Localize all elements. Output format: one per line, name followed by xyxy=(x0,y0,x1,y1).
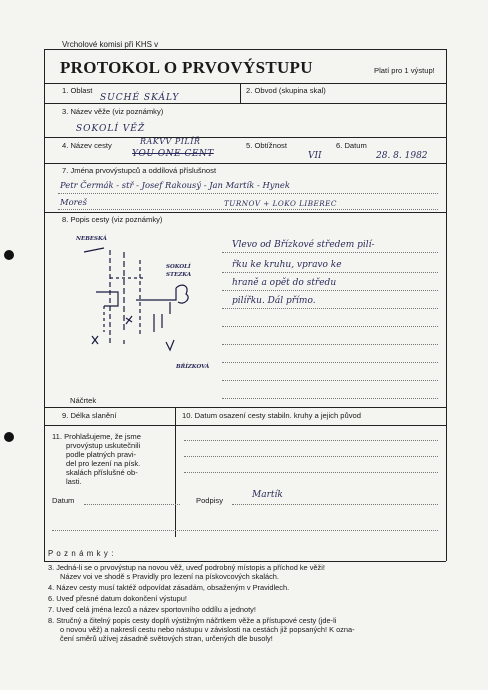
field-11-line-4: del pro lezení na písk. xyxy=(66,459,141,468)
commission-label: Vrcholové komisi při KHS v xyxy=(62,40,159,49)
dotted-line xyxy=(222,272,438,273)
dotted-line xyxy=(222,362,438,363)
route-sketch xyxy=(70,232,220,382)
rule xyxy=(44,212,446,213)
notes-heading: P o z n á m k y : xyxy=(48,549,114,558)
field-3-value: SOKOLÍ VĚŽ xyxy=(76,124,146,134)
field-11-line-1: 11. Prohlašujeme, že jsme xyxy=(52,432,141,441)
signatures-label: Podpisy xyxy=(196,496,224,505)
dotted-line xyxy=(58,193,438,194)
rule xyxy=(44,83,446,84)
field-11-line-6: lasti. xyxy=(66,477,82,486)
rule xyxy=(44,425,446,426)
date-line[interactable] xyxy=(84,504,180,505)
date-label: Datum xyxy=(52,496,75,505)
field-4-value-old: YOU ONE CENT xyxy=(132,149,214,159)
note-7: 7. Uveď celá jména lezců a název sportovního oddílu a jednoty! xyxy=(48,605,256,614)
valid-note: Platí pro 1 výstup! xyxy=(374,66,435,75)
route-line-3: hraně a opět do středu xyxy=(232,278,337,288)
sketch-tag-stezka: STEZKA xyxy=(166,272,192,278)
field-9-label: 9. Délka slanění xyxy=(62,411,117,420)
frame-left xyxy=(44,49,45,561)
dotted-line xyxy=(222,308,438,309)
field-4-label: 4. Název cesty xyxy=(62,141,112,150)
form-title: PROTOKOL O PRVOVÝSTUPU xyxy=(60,58,313,77)
field-11-line-5: skalách příslušné ob- xyxy=(66,468,138,477)
field-1-label: 1. Oblast xyxy=(62,86,93,95)
field-11-line-2: prvovýstup uskutečnili xyxy=(66,441,141,450)
field-1-value: SUCHÉ SKÁLY xyxy=(100,93,180,103)
signature-line[interactable] xyxy=(232,504,438,505)
note-8: 8. Stručný a čitelný popis cesty doplň výstižným náčrtkem věže a přístupové cesty (jde-li xyxy=(48,616,337,625)
route-line-2: řku ke kruhu, vpravo ke xyxy=(232,260,342,270)
field-6-label: 6. Datum xyxy=(336,141,367,150)
rule xyxy=(44,137,446,138)
note-3-cont: Název voi ve shodě s Pravidly pro lezení na pískovcových skalách. xyxy=(60,572,279,581)
field-7-line-2b: TURNOV + LOKO LIBEREC xyxy=(224,199,337,208)
dotted-line xyxy=(222,252,438,253)
field-7-line-1: Petr Čermák - stř - Josef Rakousý - Jan Martík - Hynek xyxy=(60,180,290,190)
dotted-line xyxy=(58,209,438,210)
divider-9-10 xyxy=(175,407,176,537)
route-line-1: Vlevo od Břízkové středem pilí- xyxy=(232,240,375,250)
dotted-line xyxy=(222,398,438,399)
dotted-line xyxy=(52,530,438,531)
field-11-line-3: podle platných pravi- xyxy=(66,450,137,459)
field-10-label: 10. Datum osazení cesty stabiln. kruhy a jejich původ xyxy=(182,411,361,420)
note-3: 3. Jedná-li se o prvovýstup na novou věž, uveď podrobný místopis a příchod ke věži! xyxy=(48,563,325,572)
field-3-label: 3. Název věže (viz poznámky) xyxy=(62,107,164,116)
field-6-value: 28. 8. 1982 xyxy=(376,151,428,161)
rule xyxy=(44,407,446,408)
dotted-line xyxy=(222,326,438,327)
sketch-tag-nebeska: NEBESKÁ xyxy=(76,236,107,242)
dotted-line xyxy=(222,344,438,345)
route-line-4: pilířku. Dál přímo. xyxy=(232,296,316,306)
signature: Martík xyxy=(252,490,283,500)
field-4-value-new: RAKVV PILÍŘ xyxy=(140,137,201,146)
note-6: 6. Uveď přesné datum dokončení výstupu! xyxy=(48,594,187,603)
note-8-cont-2: čení směrů užívej zásadně světových stran, určených dle busoly! xyxy=(60,634,273,643)
frame-bottom xyxy=(44,561,446,562)
frame-right xyxy=(446,49,447,561)
sketch-label: Náčrtek xyxy=(70,396,97,405)
punch-hole-bottom xyxy=(4,432,14,442)
divider-1-2 xyxy=(240,83,241,103)
dotted-line xyxy=(222,380,438,381)
field-5-label: 5. Obtížnost xyxy=(246,141,287,150)
field-2-label: 2. Obvod (skupina skal) xyxy=(246,86,326,95)
frame-top xyxy=(44,49,446,50)
field-5-value: VII xyxy=(308,151,322,161)
dotted-line xyxy=(184,472,438,473)
rule xyxy=(44,103,446,104)
field-8-label: 8. Popis cesty (viz poznámky) xyxy=(62,215,163,224)
rule xyxy=(44,163,446,164)
dotted-line xyxy=(184,440,438,441)
note-4: 4. Název cesty musí taktéž odpovídat zásadám, obsaženým v Pravidlech. xyxy=(48,583,290,592)
dotted-line xyxy=(184,456,438,457)
dotted-line xyxy=(222,290,438,291)
punch-hole-top xyxy=(4,250,14,260)
note-8-cont-1: o novou věž) a nakresli cestu nebo nástupu v závislosti na cestách již popsaných! K ozna- xyxy=(60,625,355,634)
sketch-tag-sokoli: SOKOLÍ xyxy=(166,264,191,270)
field-7-line-2a: Moreš xyxy=(60,197,87,207)
sketch-tag-brizkova: BŘÍZKOVÁ xyxy=(176,364,210,370)
field-7-label: 7. Jména prvovýstupců a oddílová příslušnost xyxy=(62,166,217,175)
